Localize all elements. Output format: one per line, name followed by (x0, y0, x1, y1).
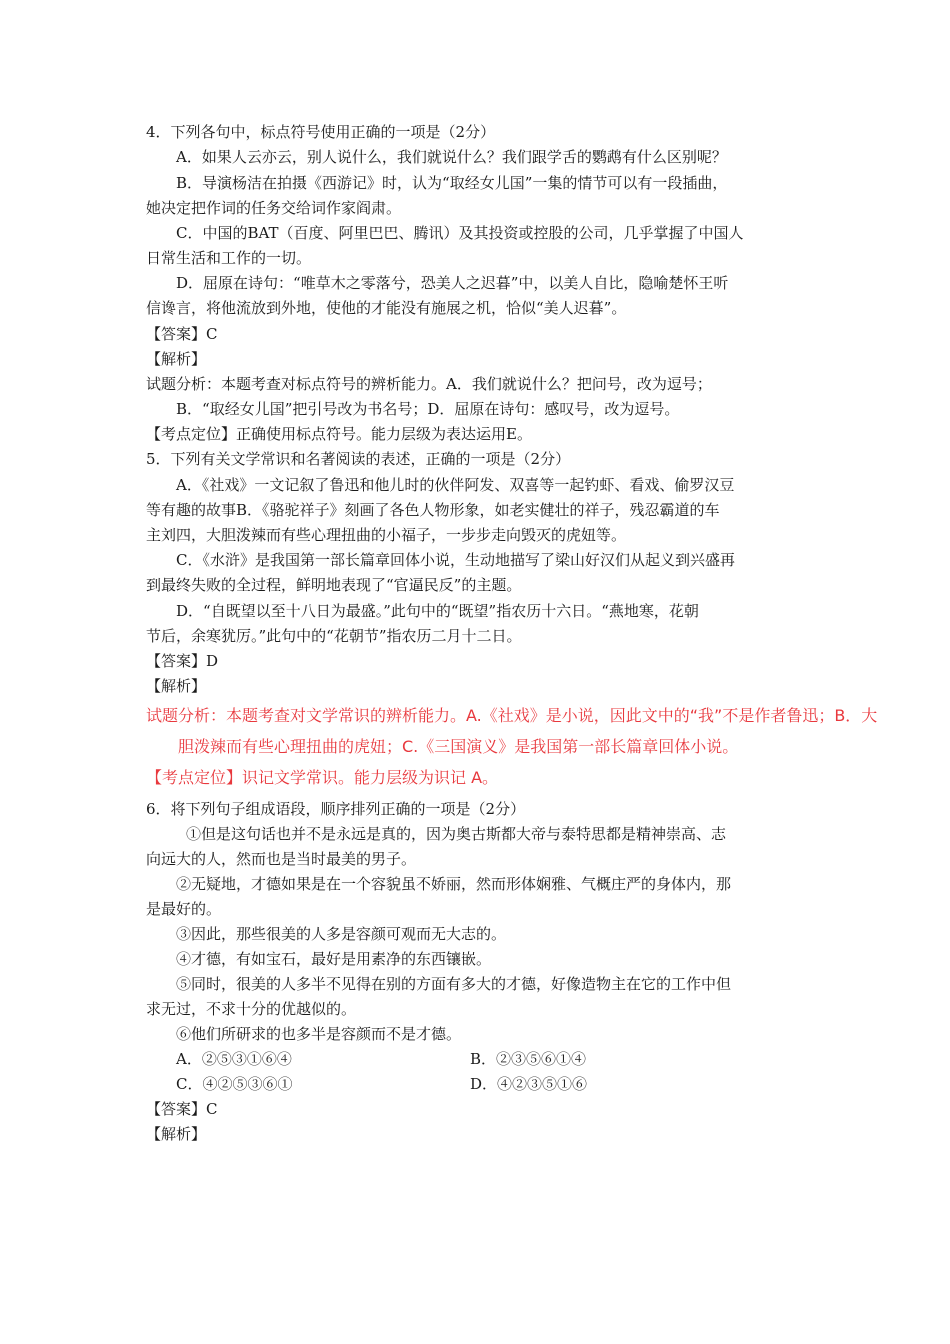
q4-jiexi-heading: 【解析】 (146, 350, 207, 368)
q5-analysis-red-line2: 胆泼辣而有些心理扭曲的虎妞；C.《三国演义》是我国第一部长篇章回体小说。 (178, 737, 739, 756)
q6-sentence-2-line1: ②无疑地，才德如果是在一个容貌虽不娇丽，然而形体娴雅、气概庄严的身体内，那 (176, 875, 732, 893)
q6-stem: 6．将下列句子组成语段，顺序排列正确的一项是（2分） (146, 800, 526, 818)
q6-answer: 【答案】C (146, 1100, 218, 1118)
q5-analysis-red-line1: 试题分析：本题考查对文学常识的辨析能力。A.《社戏》是小说，因此文中的“我”不是作者鲁迅；B．大 (146, 706, 878, 725)
q5-option-c-line2: 到最终失败的全过程，鲜明地表现了“官逼民反”的主题。 (146, 576, 522, 594)
q4-analysis-line1: 试题分析：本题考查对标点符号的辨析能力。A．我们就说什么？把问号，改为逗号； (146, 375, 712, 393)
q5-answer: 【答案】D (146, 652, 219, 670)
q6-sentence-5-line1: ⑤同时，很美的人多半不见得在别的方面有多大的才德，好像造物主在它的工作中但 (176, 975, 732, 993)
q6-sentence-5-line2: 求无过，不求十分的优越似的。 (146, 1000, 357, 1018)
q5-kaodian-red: 【考点定位】识记文学常识。能力层级为识记 A。 (146, 768, 499, 787)
q6-sentence-1-line2: 向远大的人，然而也是当时最美的男子。 (146, 850, 417, 868)
q6-option-d: D．④②③⑤①⑥ (470, 1075, 588, 1093)
q4-answer: 【答案】C (146, 325, 218, 343)
q5-option-d-line1: D．“自既望以至十八日为最盛。”此句中的“既望”指农历十六日。“燕地寒，花朝 (176, 602, 699, 620)
q4-option-d-line1: D．屈原在诗句：“唯草木之零落兮，恐美人之迟暮”中，以美人自比，隐喻楚怀王听 (176, 274, 729, 292)
q4-kaodian: 【考点定位】正确使用标点符号。能力层级为表达运用E。 (146, 425, 532, 443)
q4-option-c-line1: C．中国的BAT（百度、阿里巴巴、腾讯）及其投资或控股的公司，几乎掌握了中国人 (176, 224, 744, 242)
q6-jiexi-heading: 【解析】 (146, 1125, 207, 1143)
q4-analysis-line2: B．“取经女儿国”把引号改为书名号；D．屈原在诗句：感叹号，改为逗号。 (176, 400, 680, 418)
q6-sentence-3: ③因此，那些很美的人多是容颜可观而无大志的。 (176, 925, 507, 943)
q5-option-a-line3: 主刘四，大胆泼辣而有些心理扭曲的小福子，一步步走向毁灭的虎妞等。 (146, 526, 627, 544)
q6-sentence-4: ④才德，有如宝石，最好是用素净的东西镶嵌。 (176, 950, 492, 968)
q6-sentence-2-line2: 是最好的。 (146, 900, 222, 918)
q4-option-a: A．如果人云亦云，别人说什么，我们就说什么？我们跟学舌的鹦鹉有什么区别呢？ (176, 148, 727, 166)
q5-option-d-line2: 节后，余寒犹厉。”此句中的“花朝节”指农历二月十二日。 (146, 627, 522, 645)
q4-option-d-line2: 信谗言，将他流放到外地，使他的才能没有施展之机，恰似“美人迟暮”。 (146, 299, 627, 317)
q4-option-b-line2: 她决定把作词的任务交给词作家阎肃。 (146, 199, 402, 217)
q4-stem: 4．下列各句中，标点符号使用正确的一项是（2分） (146, 123, 496, 141)
q5-option-a-line1: A．《社戏》一文记叙了鲁迅和他儿时的伙伴阿发、双喜等一起钓虾、看戏、偷罗汉豆 (176, 476, 735, 494)
q5-option-c-line1: C．《水浒》是我国第一部长篇章回体小说，生动地描写了梁山好汉们从起义到兴盛再 (176, 551, 735, 569)
q6-option-c: C．④②⑤③⑥① (176, 1075, 293, 1093)
q5-option-a-line2: 等有趣的故事B．《骆驼祥子》刻画了各色人物形象，如老实健壮的祥子，残忍霸道的车 (146, 501, 720, 519)
q5-stem: 5．下列有关文学常识和名著阅读的表述，正确的一项是（2分） (146, 450, 571, 468)
q4-option-c-line2: 日常生活和工作的一切。 (146, 249, 312, 267)
q5-jiexi-heading: 【解析】 (146, 677, 207, 695)
q6-sentence-6: ⑥他们所研求的也多半是容颜而不是才德。 (176, 1025, 462, 1043)
q6-option-a: A．②⑤③①⑥④ (176, 1050, 292, 1068)
q4-option-b-line1: B．导演杨洁在拍摄《西游记》时，认为“取经女儿国”一集的情节可以有一段插曲， (176, 174, 728, 192)
q6-option-b: B．②③⑤⑥①④ (470, 1050, 587, 1068)
q6-sentence-1-line1: ①但是这句话也并不是永远是真的，因为奥古斯都大帝与泰特思都是精神崇高、志 (186, 825, 727, 843)
